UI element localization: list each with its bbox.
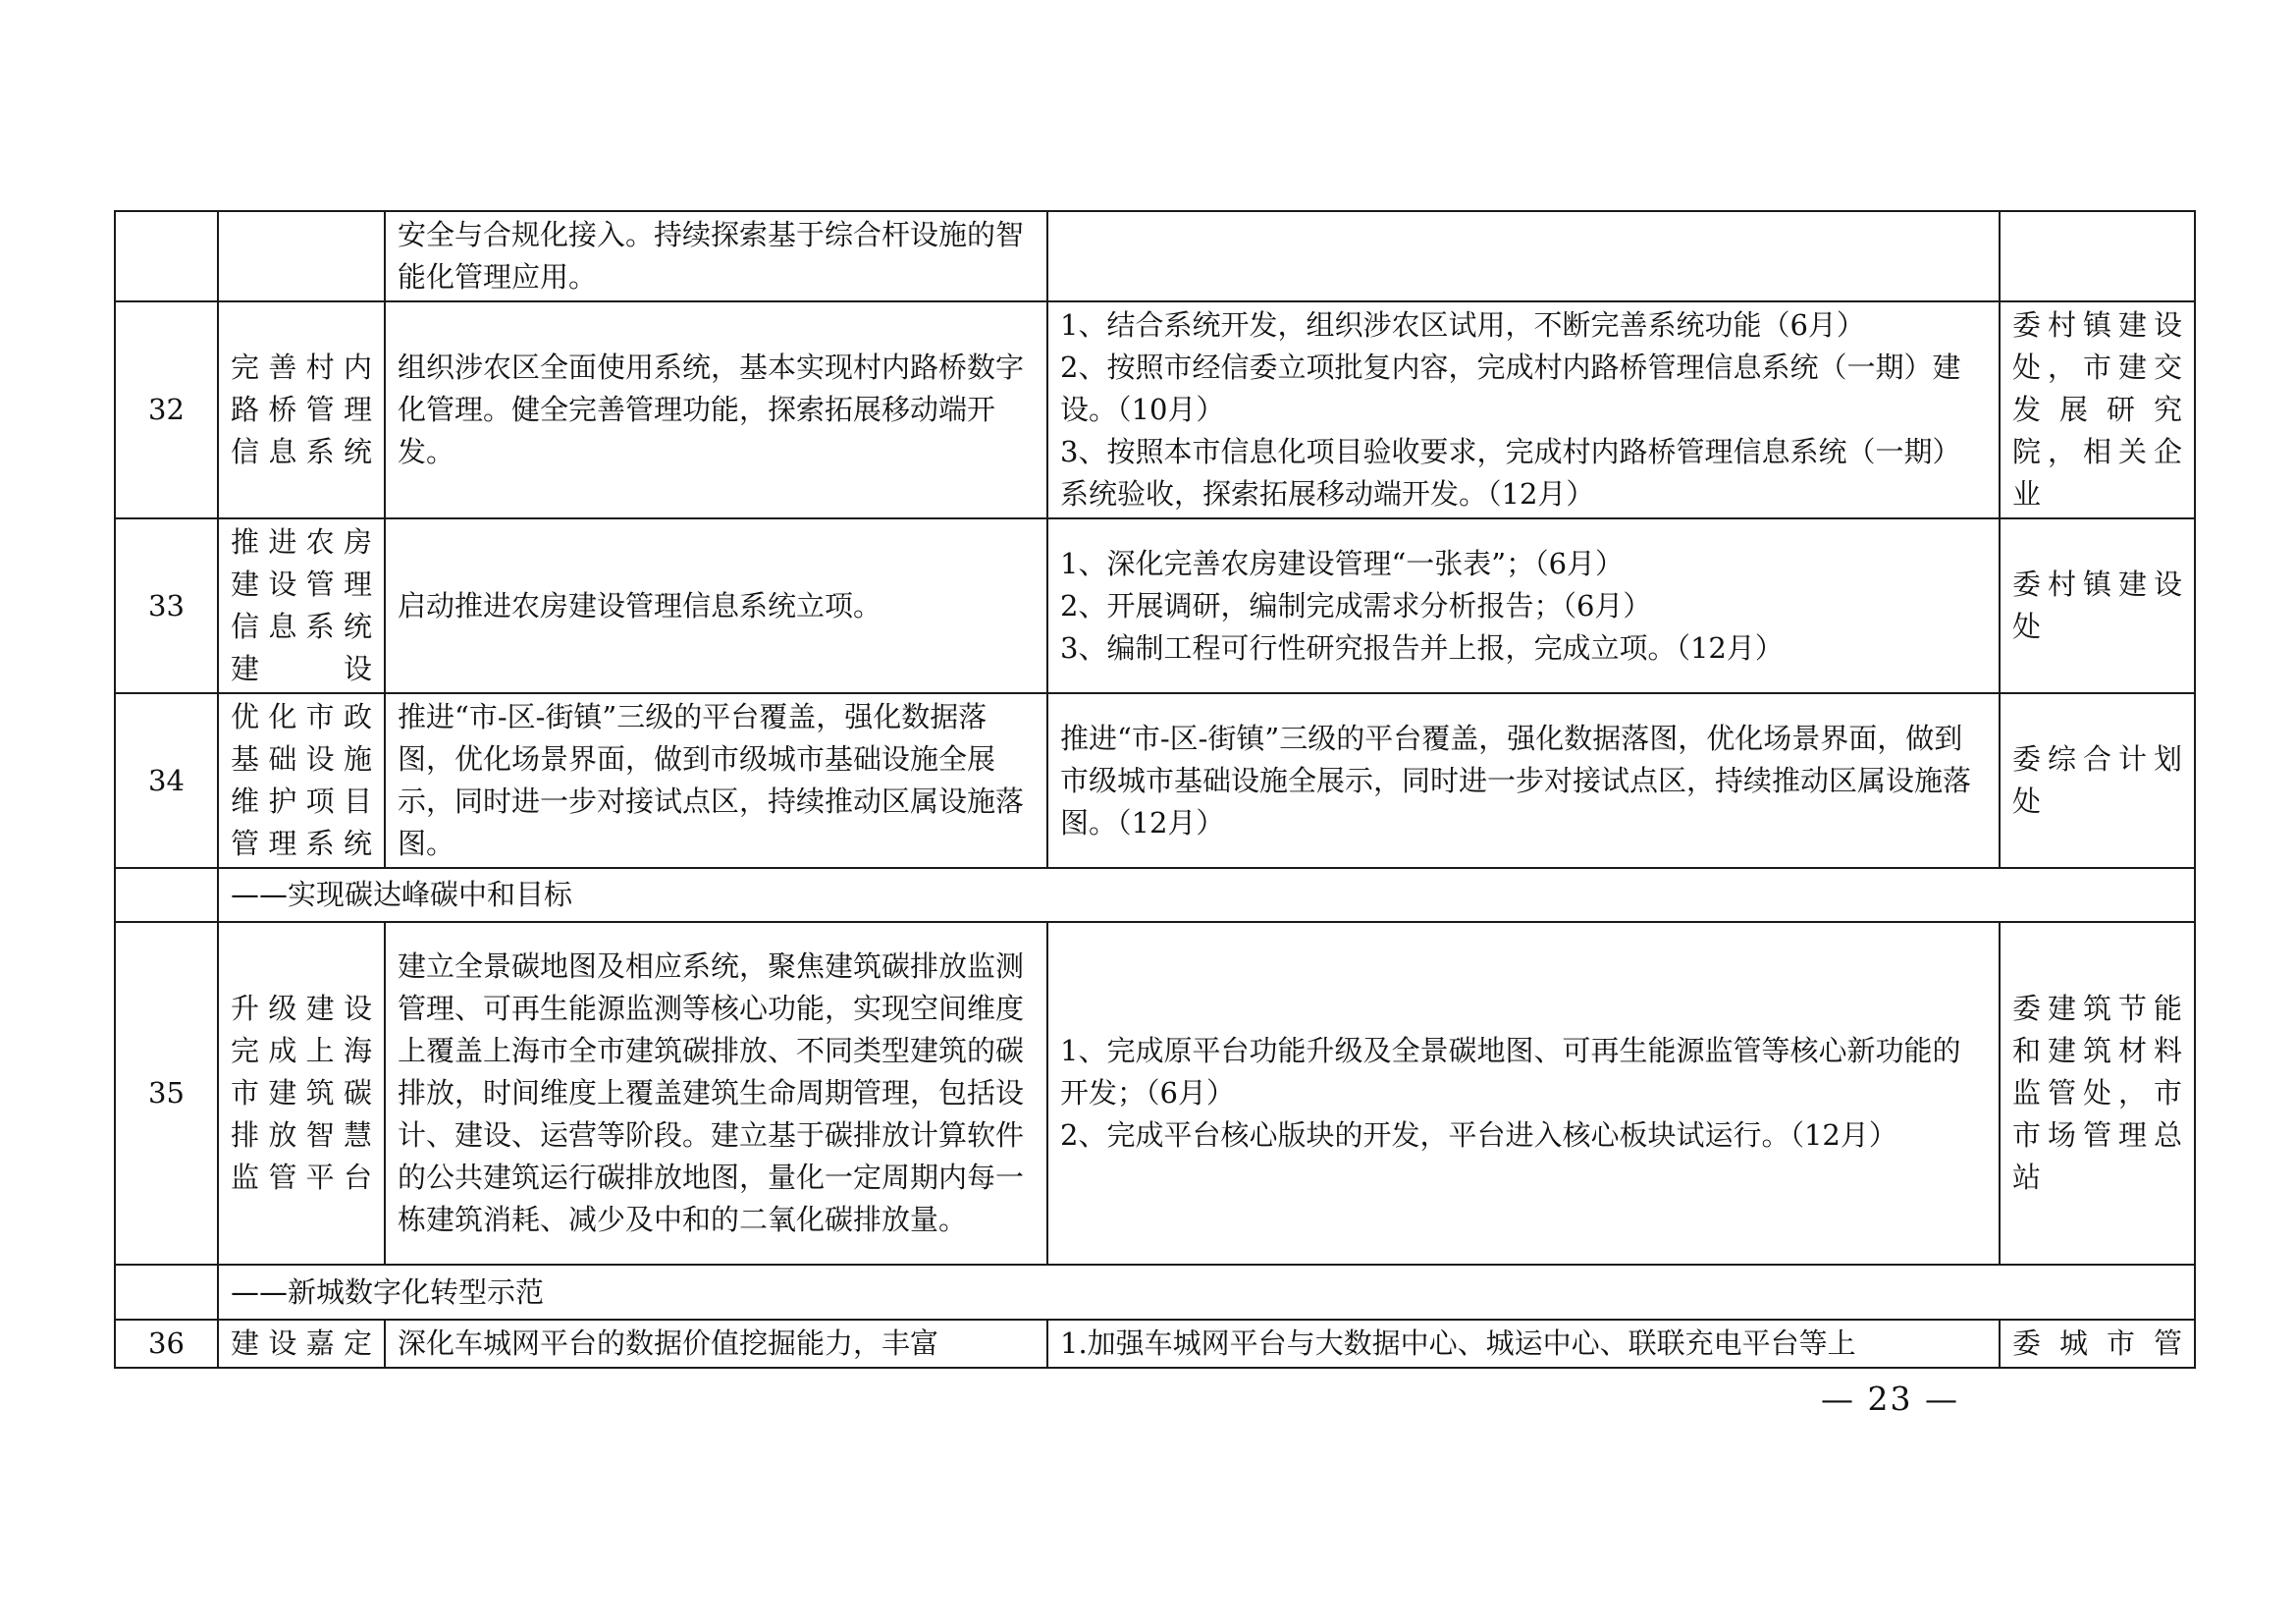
task-item: 3、编制工程可行性研究报告并上报，完成立项。（12月） bbox=[1060, 630, 1784, 665]
project-name: 完善村内路桥管理信息系统 bbox=[218, 301, 385, 518]
project-name: 推进农房建设管理信息系统建设 bbox=[218, 518, 385, 693]
table-row bbox=[115, 1320, 2195, 1368]
row-number: 32 bbox=[115, 301, 218, 518]
row-number bbox=[115, 211, 218, 301]
row-number: 33 bbox=[115, 518, 218, 693]
project-goal: 安全与合规化接入。持续探索基于综合杆设施的智能化管理应用。 bbox=[385, 211, 1047, 301]
table-row bbox=[115, 301, 2195, 518]
section-num-cell bbox=[115, 1265, 218, 1320]
table-row bbox=[115, 518, 2195, 693]
section-heading: ——实现碳达峰碳中和目标 bbox=[218, 868, 2195, 922]
section-row bbox=[115, 1265, 2195, 1320]
task-item: 2、按照市经信委立项批复内容，完成村内路桥管理信息系统（一期）建设。（10月） bbox=[1060, 351, 1961, 426]
section-heading: ——新城数字化转型示范 bbox=[218, 1265, 2195, 1320]
project-tasks bbox=[1047, 922, 2000, 1265]
responsible-dept bbox=[2000, 211, 2195, 301]
project-name bbox=[218, 211, 385, 301]
project-goal: 启动推进农房建设管理信息系统立项。 bbox=[385, 518, 1047, 693]
project-tasks bbox=[1047, 301, 2000, 518]
project-name: 建设嘉定 bbox=[218, 1320, 385, 1368]
section-num-cell bbox=[115, 868, 218, 922]
task-item: 1、完成原平台功能升级及全景碳地图、可再生能源监管等核心新功能的开发；（6月） bbox=[1060, 1034, 1961, 1110]
table-row bbox=[115, 922, 2195, 1265]
project-name: 升级建设完成上海市建筑碳排放智慧监管平台 bbox=[218, 922, 385, 1265]
project-goal: 推进“市-区-街镇”三级的平台覆盖，强化数据落图，优化场景界面，做到市级城市基础设施全展示，同时进一步对接试点区，持续推动区属设施落图。 bbox=[385, 693, 1047, 868]
page-number: — 23 — bbox=[1821, 1380, 1959, 1418]
task-item: 2、完成平台核心版块的开发，平台进入核心板块试运行。（12月） bbox=[1060, 1118, 1897, 1152]
project-goal: 组织涉农区全面使用系统，基本实现村内路桥数字化管理。健全完善管理功能，探索拓展移动端开发。 bbox=[385, 301, 1047, 518]
table-row bbox=[115, 693, 2195, 868]
row-number: 36 bbox=[115, 1320, 218, 1368]
project-goal: 建立全景碳地图及相应系统，聚焦建筑碳排放监测管理、可再生能源监测等核心功能，实现空间维度上覆盖上海市全市建筑碳排放、不同类型建筑的碳排放，时间维度上覆盖建筑生命周期管理，包括设计、建设、运营等阶段。建立基于碳排放计算软件的公共建筑运行碳排放地图，量化一定周期内每一栋建筑消耗、减少及中和的二氧化碳排放量。 bbox=[385, 922, 1047, 1265]
row-number: 35 bbox=[115, 922, 218, 1265]
responsible-dept: 委城市管 bbox=[2000, 1320, 2195, 1368]
task-item: 2、开展调研，编制完成需求分析报告；（6月） bbox=[1060, 588, 1652, 623]
project-tasks bbox=[1047, 518, 2000, 693]
responsible-dept: 委建筑节能和建筑材料监管处，市市场管理总站 bbox=[2000, 922, 2195, 1265]
task-item: 推进“市-区-街镇”三级的平台覆盖，强化数据落图，优化场景界面，做到市级城市基础设施全展示，同时进一步对接试点区，持续推动区属设施落图。（12月） bbox=[1060, 721, 1972, 839]
section-row bbox=[115, 868, 2195, 922]
project-tasks bbox=[1047, 211, 2000, 301]
project-tasks bbox=[1047, 693, 2000, 868]
responsible-dept: 委村镇建设处 bbox=[2000, 518, 2195, 693]
responsible-dept: 委村镇建设处，市建交发展研究院，相关企业 bbox=[2000, 301, 2195, 518]
responsible-dept: 委综合计划处 bbox=[2000, 693, 2195, 868]
task-item: 1.加强车城网平台与大数据中心、城运中心、联联充电平台等上 bbox=[1060, 1326, 1856, 1360]
row-number: 34 bbox=[115, 693, 218, 868]
project-tasks bbox=[1047, 1320, 2000, 1368]
task-item: 3、按照本市信息化项目验收要求，完成村内路桥管理信息系统（一期）系统验收，探索拓展移动端开发。（12月） bbox=[1060, 435, 1961, 511]
task-item: 1、深化完善农房建设管理“一张表”；（6月） bbox=[1060, 546, 1625, 580]
project-name: 优化市政基础设施维护项目管理系统 bbox=[218, 693, 385, 868]
table-row bbox=[115, 211, 2195, 301]
project-goal: 深化车城网平台的数据价值挖掘能力，丰富 bbox=[385, 1320, 1047, 1368]
task-item: 1、结合系统开发，组织涉农区试用，不断完善系统功能（6月） bbox=[1060, 308, 1865, 342]
plan-table bbox=[114, 210, 2196, 1369]
